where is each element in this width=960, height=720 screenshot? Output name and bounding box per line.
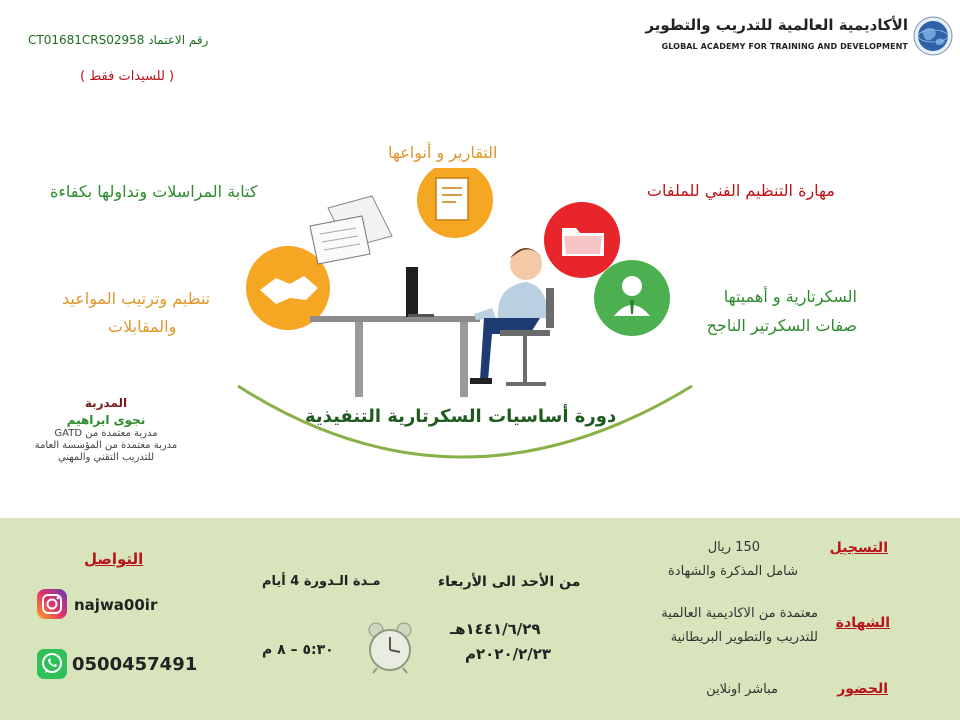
academy-name-english: GLOBAL ACADEMY FOR TRAINING AND DEVELOPMENT <box>661 42 908 51</box>
person-icon <box>594 260 670 336</box>
certificate-line-1: معتمدة من الاكاديمية العالمية <box>661 606 818 621</box>
accreditation-number: رقم الاعتماد CT01681CRS02958 <box>28 33 209 47</box>
hijri-date: ١٤٤١/٦/٢٩هـ <box>450 620 541 638</box>
attendance-label: الحضور <box>837 681 888 697</box>
desk-with-computer <box>310 267 480 397</box>
reports-icon <box>417 168 493 238</box>
course-days: من الأحد الى الأربعاء <box>438 574 581 590</box>
ladies-only-note: ( للسيدات فقط ) <box>80 69 175 84</box>
topic-appointments: تنظيم وترتيب المواعيد <box>62 289 211 308</box>
instagram-icon[interactable] <box>36 588 68 620</box>
price-note: شامل المذكرة والشهادة <box>667 564 798 579</box>
office-worker <box>470 248 554 386</box>
academy-globe-logo-icon <box>912 6 954 68</box>
gregorian-date: ٢٠٢٠/٢/٢٣م <box>465 645 552 663</box>
academy-name-arabic: الأكاديمية العالمية للتدريب والتطوير <box>645 16 908 34</box>
folder-icon <box>544 202 620 278</box>
certificate-label: الشهادة <box>835 615 890 631</box>
contact-label: التواصل <box>84 550 144 568</box>
alarm-clock-icon <box>365 620 415 674</box>
topic-reports: التقارير و أنواعها <box>388 143 498 162</box>
certificate-line-2: للتدريب والتطوير البريطانية <box>670 630 818 645</box>
trainer-credential-2: مدربة معتمدة من المؤسسة العامة <box>34 440 178 451</box>
trainer-label: المدربة <box>84 396 128 410</box>
price: 150 ريال <box>707 540 760 555</box>
registration-label: التسجيل <box>829 540 888 556</box>
trainer-block <box>10 396 202 463</box>
letters-icon <box>310 196 392 264</box>
trainer-name: نجوى ابراهيم <box>66 413 146 427</box>
topic-files: مهارة التنظيم الفني للملفات <box>646 181 835 200</box>
topic-secretary-traits: صفات السكرتير الناجح <box>706 316 857 335</box>
topic-secretary-importance: السكرتارية و أهميتها <box>723 287 857 306</box>
whatsapp-number[interactable]: 0500457491 <box>72 654 198 675</box>
trainer-credential-3: للتدريب التقني والمهني <box>57 452 155 463</box>
whatsapp-icon[interactable] <box>36 648 68 680</box>
trainer-credential-1: مدربة معتمدة من GATD <box>54 428 158 439</box>
topic-correspondence: كتابة المراسلات وتداولها بكفاءة <box>50 182 258 201</box>
topic-appointments-cont: والمقابلات <box>108 317 177 336</box>
instagram-handle[interactable]: najwa00ir <box>74 596 158 614</box>
course-time: ٥:٣٠ – ٨ م <box>262 642 334 658</box>
course-duration: مـدة الـدورة 4 أيام <box>262 574 381 589</box>
course-title: دورة أساسيات السكرتارية التنفيذية <box>305 406 617 427</box>
attendance-value: مباشر اونلاين <box>706 682 778 697</box>
